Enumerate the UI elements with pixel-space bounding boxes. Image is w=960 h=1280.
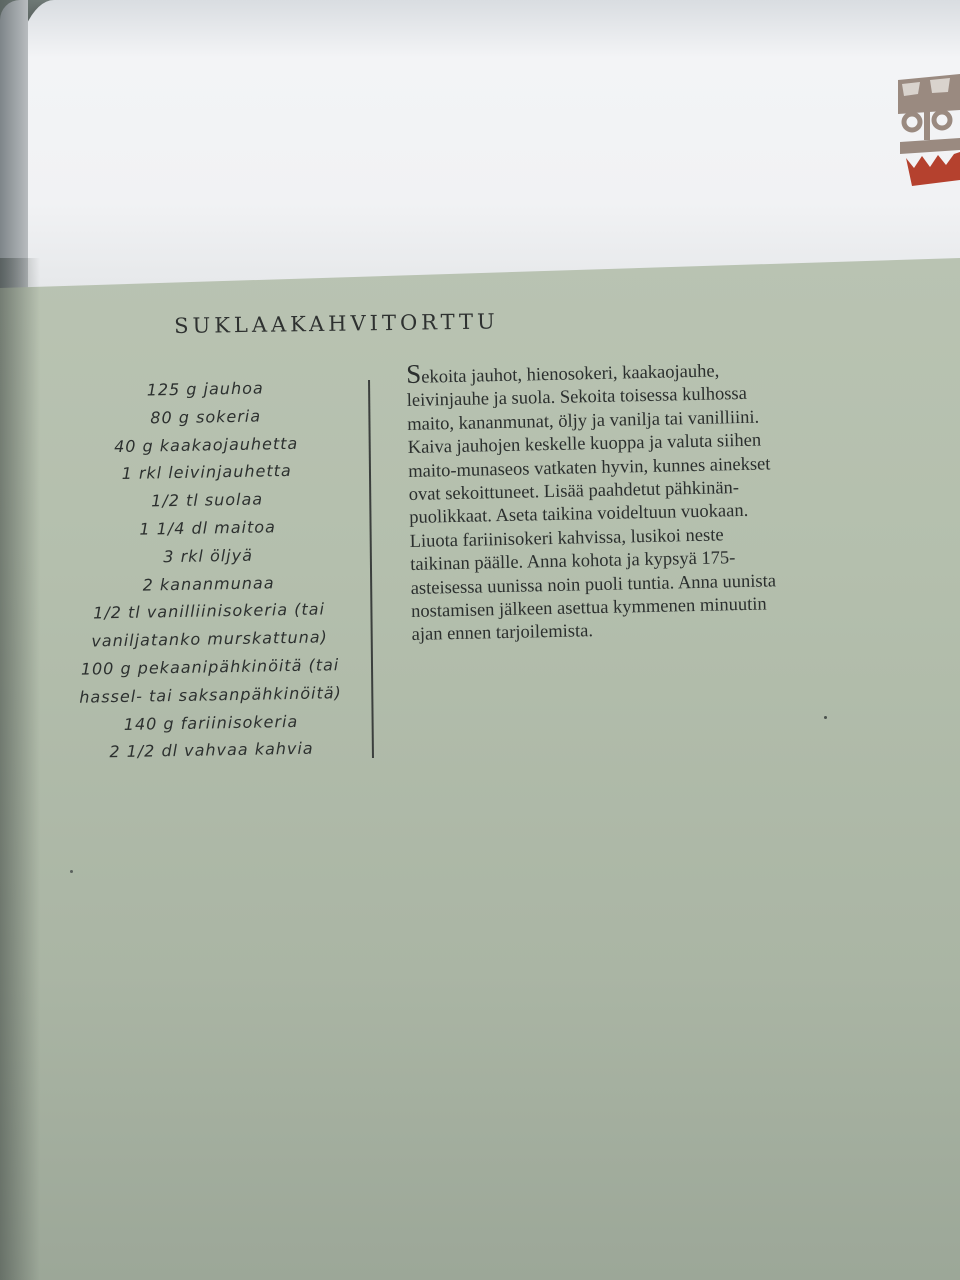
ingredient-item: 3 rkl öljyä	[163, 545, 254, 567]
ingredient-item: 80 g sokeria	[150, 406, 262, 428]
method-line: maito, kananmunat, öljy ja vanilja tai vanilliini.	[407, 407, 760, 435]
ingredient-item: 125 g jauhoa	[146, 378, 264, 400]
dust-speck	[70, 870, 73, 873]
method-line: nostamisen jälkeen asettua kymmenen minuutin	[410, 594, 767, 623]
method-line: puolikkaat. Aseta taikina voideltuun vuokaan.	[409, 501, 749, 529]
ingredient-item: 2 kananmunaa	[142, 572, 275, 595]
ingredient-list	[60, 373, 357, 767]
method-line: leivinjauhe ja suola. Sekoita toisessa kulhossa	[406, 384, 748, 412]
ingredient-item: hassel- tai saksanpähkinöitä)	[79, 682, 342, 707]
recipe-title: SUKLAAKAHVITORTTU	[174, 309, 499, 338]
ingredient-item: 140 g fariinisokeria	[123, 711, 299, 734]
method-line: taikinan päälle. Anna kohota ja kypsyä 175-	[410, 548, 736, 576]
ingredient-item: 1 1/4 dl maitoa	[139, 517, 277, 539]
method-line: maito-munaseos vatkaten hyvin, kunnes ainekset	[408, 454, 771, 482]
book-gutter-shadow	[0, 258, 40, 1280]
method-line: ovat sekoittuneet. Lisää paahdetut pähkinän-	[408, 478, 740, 506]
tribal-mask-icon	[890, 70, 960, 190]
ingredient-item: 100 g pekaanipähkinöitä (tai	[80, 655, 340, 679]
method-line: Liuota fariinisokeri kahvissa, lusikoi neste	[409, 525, 724, 552]
method-paragraph	[406, 355, 832, 648]
ingredient-item: 2 1/2 dl vahvaa kahvia	[109, 738, 314, 762]
ingredient-item: 40 g kaakaojauhetta	[113, 433, 299, 456]
ingredient-item: 1/2 tl vanilliinisokeria (tai	[93, 599, 326, 623]
ingredient-item: 1 rkl leivinjauhetta	[121, 461, 292, 484]
ingredient-item: 1/2 tl suolaa	[151, 489, 264, 511]
drop-initial: S	[405, 358, 422, 389]
method-line: asteisessa uunissa noin puoli tuntia. Anna uunista	[410, 570, 777, 599]
method-line-text: ekoita jauhot, hienosokeri, kaakaojauhe,	[421, 361, 720, 388]
method-line: Kaiva jauhojen keskelle kuoppa ja valuta siihen	[407, 430, 762, 459]
page-curl-shadow	[0, 0, 28, 290]
method-line: ajan ennen tarjoilemista.	[411, 621, 594, 646]
ingredient-item: vaniljatanko murskattuna)	[91, 627, 328, 651]
dust-speck	[824, 716, 827, 719]
facing-page-top	[14, 0, 960, 290]
